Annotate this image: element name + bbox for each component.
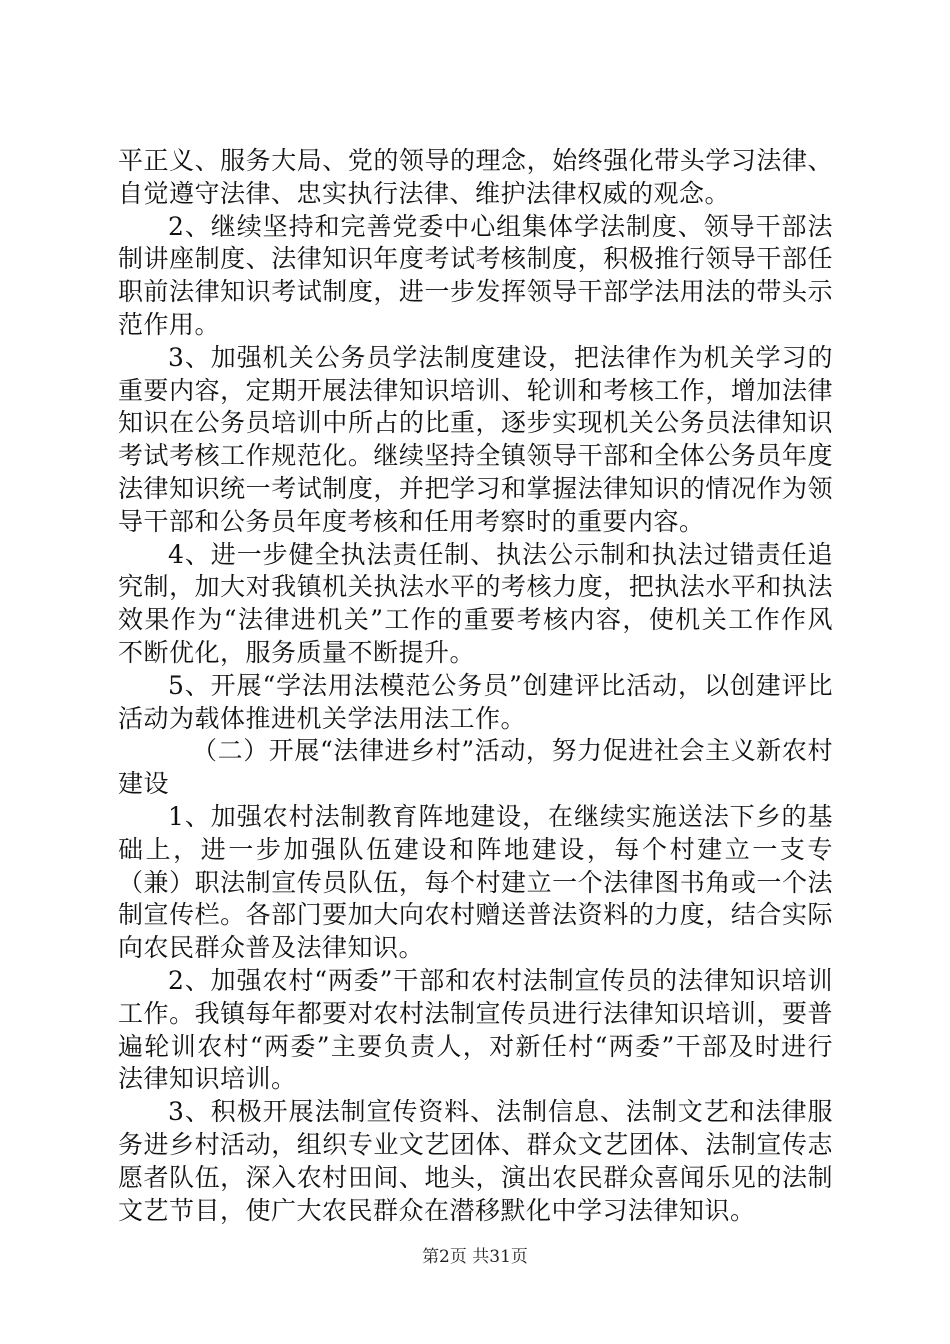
section-heading: （二）开展“法律进乡村”活动，努力促进社会主义新农村建设 bbox=[118, 736, 833, 799]
paragraph-item-2: 2、继续坚持和完善党委中心组集体学法制度、领导干部法制讲座制度、法律知识年度考试考核制度，积极推行领导干部任职前法律知识考试制度，进一步发挥领导干部学法用法的带头示范作用。 bbox=[118, 211, 833, 339]
paragraph-item-4: 4、进一步健全执法责任制、执法公示制和执法过错责任追究制，加大对我镇机关执法水平的考核力度，把执法水平和执法效果作为“法律进机关”工作的重要考核内容，使机关工作作风不断优化，服务质量不断提升。 bbox=[118, 539, 833, 667]
paragraph-item-5: 5、开展“学法用法模范公务员”创建评比活动，以创建评比活动为载体推进机关学法用法工作。 bbox=[118, 670, 833, 733]
page-number: 第2页 共31页 bbox=[422, 1247, 528, 1267]
paragraph-item-1: 1、加强农村法制教育阵地建设，在继续实施送法下乡的基础上，进一步加强队伍建设和阵地建设，每个村建立一支专（兼）职法制宣传员队伍，每个村建立一个法律图书角或一个法制宣传栏。各部门要加大向农村赠送普法资料的力度，结合实际向农民群众普及法律知识。 bbox=[118, 801, 833, 963]
paragraph-item-3b: 3、积极开展法制宣传资料、法制信息、法制文艺和法律服务进乡村活动，组织专业文艺团体、群众文艺团体、法制宣传志愿者队伍，深入农村田间、地头，演出农民群众喜闻乐见的法制文艺节目，使广大农民群众在潜移默化中学习法律知识。 bbox=[118, 1097, 833, 1225]
paragraph-continuation: 平正义、服务大局、党的领导的理念，始终强化带头学习法律、自觉遵守法律、忠实执行法律、维护法律权威的观念。 bbox=[118, 146, 833, 208]
paragraph-item-3: 3、加强机关公务员学法制度建设，把法律作为机关学习的重要内容，定期开展法律知识培训、轮训和考核工作，增加法律知识在公务员培训中所占的比重，逐步实现机关公务员法律知识考试考核工作规范化。继续坚持全镇领导干部和全体公务员年度法律知识统一考试制度，并把学习和掌握法律知识的情况作为领导干部和公务员年度考核和任用考察时的重要内容。 bbox=[118, 342, 833, 536]
document-body bbox=[118, 145, 833, 1227]
paragraph-item-2b: 2、加强农村“两委”干部和农村法制宣传员的法律知识培训工作。我镇每年都要对农村法制宣传员进行法律知识培训，要普遍轮训农村“两委”主要负责人，对新任村“两委”干部及时进行法律知识培训。 bbox=[118, 965, 833, 1094]
